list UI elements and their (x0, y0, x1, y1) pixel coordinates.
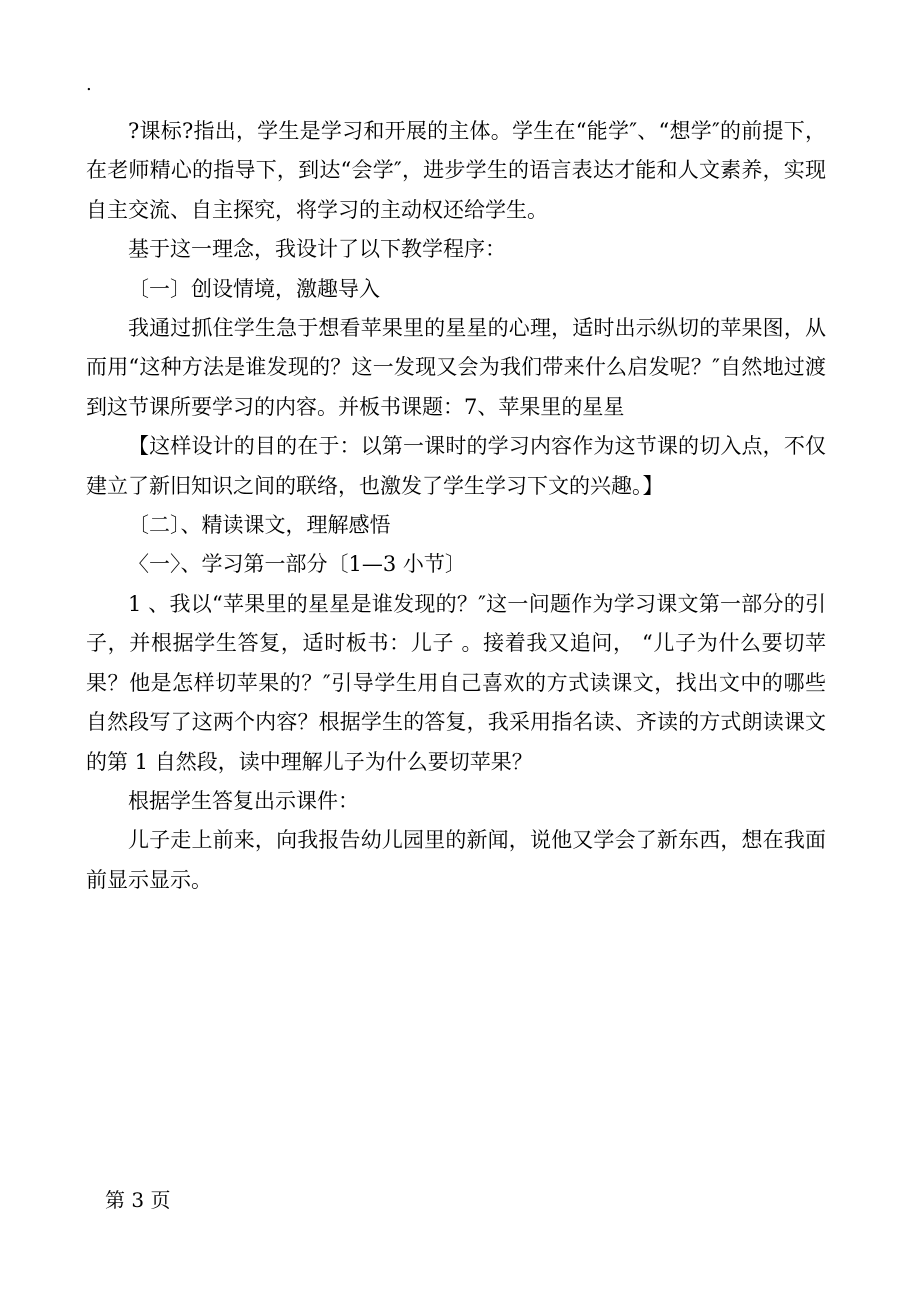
section-heading-2: 〔二〕、精读课文，理解感悟 (128, 513, 391, 538)
body-text (86, 112, 826, 900)
header-dot: . (86, 74, 92, 95)
paragraph-step-1: 1 、我以“苹果里的星星是谁发现的？″这一问题作为学习课文第一部分的引子，并根据学生答复，适时板书：儿子 。接着我又追问， “儿子为什么要切苹果？他是怎样切苹果的？″引导学生用自己喜欢的方式读课文，找出文中的哪些自然段写了这两个内容？根据学生的答复，我采用指名读、齐读的方式朗读课文的第 1 自然段，读中理解儿子为什么要切苹果？ (86, 591, 826, 774)
page-number: 第 3 页 (105, 1188, 171, 1212)
paragraph-intro: ?课标?指出，学生是学习和开展的主体。学生在“能学″、“想学″的前提下，在老师精心的指导下，到达“会学″，进步学生的语言表达才能和人文素养，实现自主交流、自主探究，将学习的主动权还给学生。 (86, 119, 826, 222)
paragraph-lead-in: 我通过抓住学生急于想看苹果里的星星的心理，适时出示纵切的苹果图，从而用“这种方法是谁发现的？这一发现又会为我们带来什么启发呢？″自然地过渡到这节课所要学习的内容。并板书课题：7、苹果里的星星 (86, 316, 826, 419)
subsection-heading-1: 〈一〉、学习第一部分〔1—3 小节〕 (128, 552, 466, 577)
paragraph-design-purpose: 【这样设计的目的在于：以第一课时的学习内容作为这节课的切入点，不仅建立了新旧知识之间的联络，也激发了学生学习下文的兴趣。】 (86, 434, 826, 498)
section-heading-1: 〔一〕创设情境，激趣导入 (128, 276, 380, 301)
paragraph-concept: 基于这一理念，我设计了以下教学程序： (128, 237, 506, 262)
paragraph-courseware: 根据学生答复出示课件： (128, 788, 359, 813)
paragraph-quote: 儿子走上前来，向我报告幼儿园里的新闻，说他又学会了新东西，想在我面前显示显示。 (86, 828, 826, 892)
